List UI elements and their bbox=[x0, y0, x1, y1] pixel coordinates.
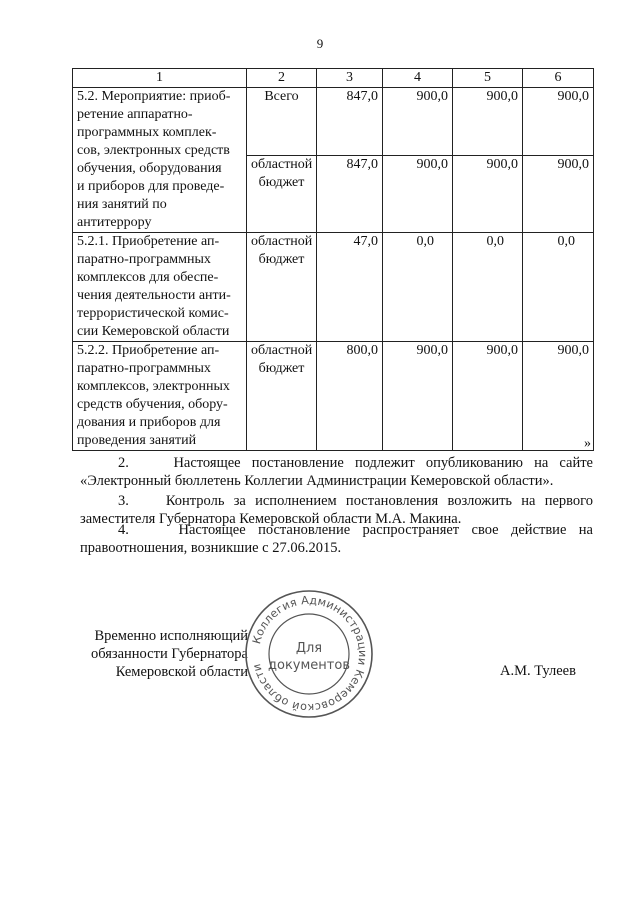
value-cell: 847,0 bbox=[317, 155, 383, 232]
text-line: комплексов, электронных bbox=[77, 379, 230, 394]
value-cell: 0,0 bbox=[383, 233, 453, 342]
closing-quote-mark: » bbox=[584, 436, 591, 451]
text-line: средств обучения, обору- bbox=[77, 397, 228, 412]
text-line: чения деятельности анти- bbox=[77, 288, 231, 303]
text-line: и приборов для проведе- bbox=[77, 179, 225, 194]
text-line: областной bbox=[251, 343, 313, 358]
value-cell: 847,0 bbox=[317, 88, 383, 156]
funding-source-cell: Всего bbox=[247, 88, 317, 156]
page-number: 9 bbox=[316, 36, 324, 51]
paragraph-effect-continuation: правоотношения, возникшие с 27.06.2015. bbox=[80, 540, 342, 556]
text-line: Кемеровской области bbox=[115, 664, 248, 680]
value-cell: 900,0 bbox=[453, 155, 523, 232]
value-cell: 0,0 bbox=[523, 233, 594, 342]
text-line: 5.2.1. Приобретение ап- bbox=[77, 234, 220, 249]
text-line: паратно-программных bbox=[77, 252, 211, 267]
value-cell: 900,0 bbox=[383, 88, 453, 156]
table-row bbox=[73, 342, 594, 451]
value-cell: 900,0 bbox=[523, 88, 594, 156]
funding-source-cell bbox=[247, 155, 317, 232]
text-line: бюджет bbox=[258, 174, 305, 190]
paragraph-control: 3. Контроль за исполнением постановления возложить на первого заместителя Губернатора Кемеровской области М.А. Макина. bbox=[80, 493, 593, 527]
value-cell: 900,0 bbox=[453, 88, 523, 156]
table-header-row bbox=[73, 69, 594, 88]
value-cell: 0,0 bbox=[453, 233, 523, 342]
stamp-center-line-2: документов bbox=[268, 658, 350, 673]
text-line: обучения, оборудования bbox=[77, 161, 222, 176]
column-header: 2 bbox=[247, 69, 317, 88]
text-line: сии Кемеровской области bbox=[77, 324, 230, 339]
text-line: комплексов для обеспе- bbox=[77, 270, 219, 285]
official-stamp bbox=[243, 588, 375, 720]
value-cell: 900,0 bbox=[453, 342, 523, 451]
text-line: бюджет bbox=[258, 252, 305, 267]
budget-table bbox=[72, 68, 594, 451]
stamp-center-line-1: Для bbox=[295, 641, 323, 656]
funding-source-cell bbox=[247, 233, 317, 342]
text-line: программных комплек- bbox=[77, 125, 217, 140]
table-row bbox=[73, 233, 594, 342]
value-cell: 800,0 bbox=[317, 342, 383, 451]
text-line: антитеррору bbox=[77, 215, 152, 230]
value-cell: 47,0 bbox=[317, 233, 383, 342]
signatory-name: А.М. Тулеев bbox=[500, 663, 576, 679]
text-line: паратно-программных bbox=[77, 361, 211, 376]
activity-name-cell bbox=[73, 88, 247, 233]
paragraph-effect: 4. Настоящее постановление распространяет свое действие на bbox=[118, 522, 593, 538]
text-line: проведения занятий bbox=[77, 433, 197, 448]
text-line: Временно исполняющий bbox=[94, 628, 248, 644]
value-cell: 900,0 bbox=[383, 342, 453, 451]
text-line: ния занятий по bbox=[77, 197, 167, 212]
text-line: бюджет bbox=[258, 361, 305, 376]
text-line: областной bbox=[251, 156, 313, 172]
column-header: 1 bbox=[73, 69, 247, 88]
text-line: 5.2. Мероприятие: приоб- bbox=[77, 89, 231, 104]
signatory-position bbox=[78, 627, 248, 681]
funding-source-cell bbox=[247, 342, 317, 451]
paragraph-publication: 2. Настоящее постановление подлежит опубликованию на сайте «Электронный бюллетень Коллегии Администрации Кемеровской области». bbox=[80, 455, 593, 489]
value-cell: 900,0 bbox=[523, 342, 594, 451]
text-line: террористической комис- bbox=[77, 306, 229, 321]
activity-name-cell bbox=[73, 342, 247, 451]
value-cell: 900,0 bbox=[383, 155, 453, 232]
column-header: 4 bbox=[383, 69, 453, 88]
column-header: 3 bbox=[317, 69, 383, 88]
stamp-ring-textpath: Коллегия Администрации Кемеровской области bbox=[250, 593, 370, 715]
text-line: 5.2.2. Приобретение ап- bbox=[77, 343, 220, 358]
table-row bbox=[73, 88, 594, 156]
text-line: областной bbox=[251, 234, 313, 249]
value-cell: 900,0 bbox=[523, 155, 594, 232]
text-line: ретение аппаратно- bbox=[77, 107, 193, 122]
text-line: сов, электронных средств bbox=[77, 143, 230, 158]
text-line: дования и приборов для bbox=[77, 415, 221, 430]
column-header: 6 bbox=[523, 69, 594, 88]
activity-name-cell bbox=[73, 233, 247, 342]
column-header: 5 bbox=[453, 69, 523, 88]
text-line: обязанности Губернатора bbox=[90, 646, 248, 662]
